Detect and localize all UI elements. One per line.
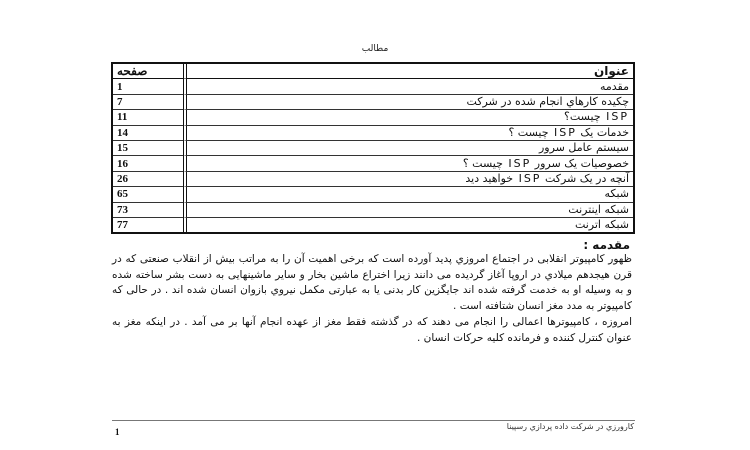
intro-body <box>112 252 632 346</box>
column-header-page: صفحه <box>113 64 183 79</box>
toc-entry-page: 14 <box>113 125 183 140</box>
intro-paragraph: ظهور کامپیوتر انقلابی در اجتماع امروزي پدید آورده است که برخی اهمیت آن را به مراتب بیش از انقلاب صنعتی که در قرن هیجدهم میلادي در اروپا آغاز گردیده می دانند زیرا اختراع ماشین بخار و سایر ماشینهایی به دست بشر ساخته شده و به وسیله او به خدمت گرفته شده اند جایگزین کار بدنی یا به عبارتی مکمل نیروي بازوان انسان شده اند . در حالی که کامپیوتر به مدد مغز انسان شتافته است . <box>112 253 632 313</box>
intro-paragraph: امروزه ، کامپیوترها اعمالی را انجام می دهند که در گذشته فقط مغز از عهده انجام آنها بر می آمد . در اینکه مغز به عنوان کنترل کننده و فرمانده کلیه حرکات انسان . <box>112 315 632 344</box>
footer-text: کارورزي در شرکت داده پردازي رسپینا <box>506 422 634 431</box>
toc-entry-title: خصوصیات یک سرور ISP چیست ؟ <box>183 155 633 170</box>
page-title: مطالب <box>361 44 389 54</box>
toc-entry-title: ISP چیست؟ <box>183 109 633 124</box>
table-row <box>113 186 633 201</box>
table-row <box>113 217 633 232</box>
table-row <box>113 94 633 109</box>
toc-entry-page: 7 <box>113 94 183 109</box>
table-row <box>113 155 633 170</box>
table-row <box>113 202 633 217</box>
column-header-title: عنوان <box>183 64 633 79</box>
table-of-contents <box>111 62 635 234</box>
toc-entry-page: 26 <box>113 171 183 186</box>
table-row <box>113 125 633 140</box>
table-row <box>113 140 633 155</box>
table-row <box>113 79 633 93</box>
toc-entry-title: سیستم عامل سرور <box>183 140 633 155</box>
toc-entry-page: 73 <box>113 202 183 217</box>
toc-entry-title: شبکه <box>183 186 633 201</box>
toc-entry-title: شبکه اینترنت <box>183 202 633 217</box>
toc-entry-title: شبکه اترنت <box>183 217 633 232</box>
footer-divider <box>112 420 635 421</box>
toc-entry-title: چکیده کارهاي انجام شده در شرکت <box>183 94 633 109</box>
page-number: 1 <box>115 427 120 437</box>
intro-heading: مقدمه : <box>583 238 630 252</box>
toc-entry-page: 16 <box>113 155 183 170</box>
toc-entry-page: 65 <box>113 186 183 201</box>
toc-entry-title: خدمات یک ISP چیست ؟ <box>183 125 633 140</box>
table-row <box>113 109 633 124</box>
toc-entry-page: 1 <box>117 80 123 93</box>
toc-header-row <box>113 64 633 79</box>
table-row <box>113 171 633 186</box>
toc-entry-page: 11 <box>113 109 183 124</box>
toc-entry-title: مقدمه <box>183 79 633 93</box>
toc-entry-page: 77 <box>113 217 183 232</box>
toc-entry-title: آنچه در یک شرکت ISP خواهید دید <box>183 171 633 186</box>
toc-entry-page: 15 <box>113 140 183 155</box>
